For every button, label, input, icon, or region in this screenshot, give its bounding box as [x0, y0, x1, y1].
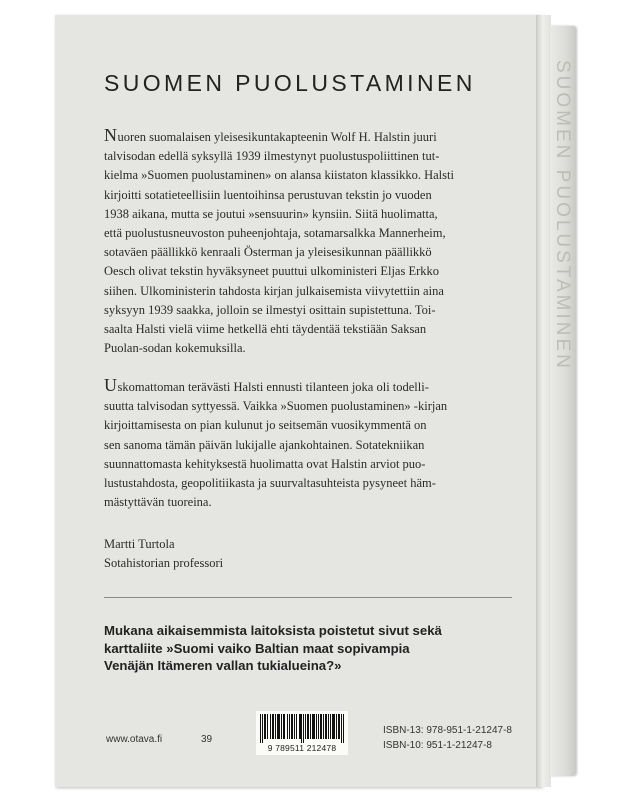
blurb-line: uoren suomalaisen yleisesikuntakapteenin Wolf H. Halstin juuri — [117, 130, 437, 144]
isbn-10: ISBN-10: 951-1-21247-8 — [383, 740, 492, 751]
barcode-icon — [260, 714, 344, 743]
dropcap-n: N — [104, 125, 118, 145]
signature-role: Sotahistorian professori — [104, 556, 224, 570]
spine-hinge — [536, 15, 551, 787]
blurb-line: talvisodan edellä syksyllä 1939 ilmestynyt puolustuspoliittinen tut- — [104, 149, 440, 164]
spine-title: SUOMEN PUOLUSTAMINEN — [552, 60, 573, 371]
blurb-line: saalta Halsti vielä viime hetkellä ehti täydentää tekstiään Saksan — [104, 322, 427, 337]
isbn-13: ISBN-13: 978-951-1-21247-8 — [383, 725, 512, 736]
blurb-paragraph-2 — [104, 375, 514, 512]
blurb-line: lustustahdosta, geopolitiikasta ja suurvaltasuhteista pysyneet häm- — [104, 476, 436, 491]
blurb-paragraph-1 — [104, 125, 514, 358]
blurb-line: suunnattomasta kehityksestä huolimatta ovat Halstin arviot puo- — [104, 456, 426, 471]
notice-line: Mukana aikaisemmista laitoksista poistetut sivut sekä — [104, 623, 442, 638]
blurb-line: skomattoman terävästi Halsti ennusti tilanteen joka oli todelli- — [117, 380, 429, 394]
signature-name: Martti Turtola — [104, 537, 175, 551]
blurb-line: sen sanoma tämän päivän lukijalle ajankohtainen. Sotatekniikan — [104, 437, 425, 452]
blurb-line: suutta talvisodan syttyessä. Vaikka »Suomen puolustaminen» -kirjan — [104, 399, 448, 414]
notice-line: Venäjän Itämeren vallan tukialueina?» — [104, 658, 342, 674]
blurb-line: kirjoittamisesta on pian kulunut jo seitsemän vuosikymmentä on — [104, 418, 427, 433]
blurb-line: syksyyn 1939 saakka, jolloin se ilmestyi osittain supistettuna. Toi- — [104, 302, 436, 317]
barcode-label — [256, 711, 348, 755]
dropcap-u: U — [104, 375, 118, 395]
blurb-line: kielma »Suomen puolustaminen» on alansa kiistaton klassikko. Halsti — [104, 168, 454, 183]
publisher-website: www.otava.fi — [106, 734, 163, 745]
notice-line: karttaliite »Suomi vaiko Baltian maat sopivampia — [104, 640, 410, 656]
signature-block — [104, 535, 223, 573]
book-title: SUOMEN PUOLUSTAMINEN — [104, 70, 476, 96]
blurb-line: siihen. Ulkoministerin tahdosta kirjan julkaisemista viivytettiin aina — [104, 283, 444, 298]
blurb-line: 1938 aikana, mutta se joutui »sensuurin» kynsiin. Siitä huolimatta, — [104, 206, 438, 221]
blurb-line: Oesch olivat tekstin hyväksyneet puuttui ulkoministeri Eljas Erkko — [104, 264, 440, 279]
blurb-line: kirjoitti sotatieteellisiin luentoihinsa perustuvan tekstin jo vuoden — [104, 187, 432, 202]
blurb-line: mästyttävän tuoreina. — [104, 495, 212, 510]
blurb-line: että puolustusneuvoston puheenjohtaja, sotamarsalkka Mannerheim, — [104, 226, 446, 241]
blurb-line: Puolan-sodan kokemuksilla. — [104, 341, 246, 356]
blurb-line: sotaväen päällikkö kenraali Österman ja yleisesikunnan päällikkö — [104, 245, 432, 260]
barcode-number: 9 789511 212478 — [267, 743, 337, 753]
classification-code: 39 — [201, 734, 213, 745]
edition-notice — [104, 622, 504, 675]
divider-rule — [104, 597, 512, 598]
